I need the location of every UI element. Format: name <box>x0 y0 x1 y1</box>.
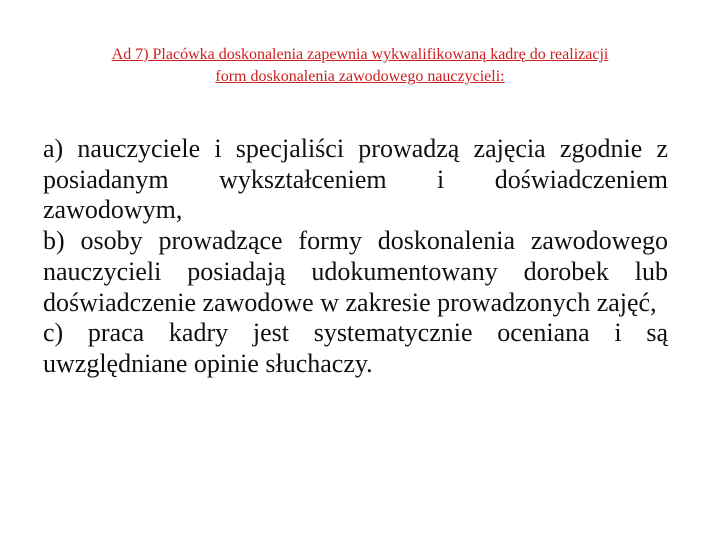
requirements-list <box>43 134 668 380</box>
list-item-a: a) nauczyciele i specjaliści prowadzą zajęcia zgodnie z posiadanym wykształceniem i doświadczeniem zawodowym, <box>43 134 668 225</box>
section-heading <box>40 44 680 88</box>
heading-line-2: form doskonalenia zawodowego nauczycieli: <box>215 68 505 85</box>
list-item-b: b) osoby prowadzące formy doskonalenia zawodowego nauczycieli posiadają udokumentowany dorobek lub doświadczenie zawodowe w zakresie prowadzonych zajęć, <box>43 226 668 317</box>
list-item-c: c) praca kadry jest systematycznie oceniana i są uwzględniane opinie słuchaczy. <box>43 318 668 378</box>
heading-line-1: Ad 7) Placówka doskonalenia zapewnia wykwalifikowaną kadrę do realizacji <box>111 46 609 63</box>
